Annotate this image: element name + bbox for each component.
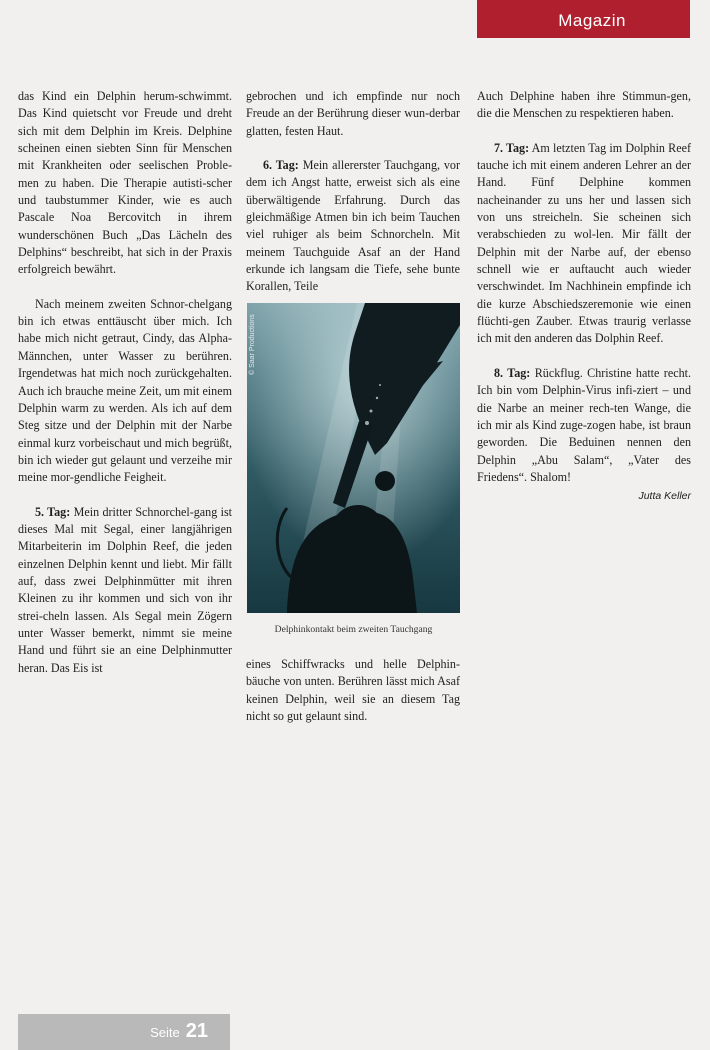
day-label: 7. Tag: — [494, 140, 530, 155]
article-column-2 — [246, 88, 460, 296]
paragraph: das Kind ein Delphin herum-schwimmt. Das Kind quietscht vor Freude und dreht sich mit dem Delphin im Kreis. Delphine scheinen einen siebten Sinn für Menschen mit Krankheiten oder seelischen Proble-men zu haben. Die Therapie autisti-scher und taubstummer Kinder, wie es auch Pascale Noa Bercovitch in ihrem wunderschönen Buch „Das Lächeln des Delphins“ beschreibt, hat sich in der Praxis erfolgreich bewährt. — [18, 89, 232, 277]
paragraph-day-7 — [477, 140, 691, 348]
article-column-2-continued — [246, 656, 460, 725]
day-label: 6. Tag: — [263, 158, 299, 173]
day-text: Am letzten Tag im Dolphin Reef tauche ich mit einem anderen Lehrer an der Hand. Fünf Delphine kommen nacheinander zu uns her und lassen sich von uns streicheln. Sie scheinen sich verabschieden zu wol-len. Mir fällt der Delphin mit der Narbe auf, der ebenso schnell wie er auftaucht auch wieder verschwindet. Im Nachhinein empfinde ich die kurze Abschiedszeremonie wie einen flüchti-gen Zauber. Etwas traurig verlasse ich mit den anderen das Dolphin Reef. — [477, 140, 692, 346]
paragraph: gebrochen und ich empfinde nur noch Freude an der Berührung dieser wun-derbar glatten, festen Haut. — [246, 89, 460, 138]
paragraph: eines Schiffwracks und helle Delphin-bäuche von unten. Berühren lässt mich Asaf keinen Delphin, weil sie an diesem Tag nicht so gut gelaunt sind. — [246, 657, 460, 724]
article-column-1 — [18, 88, 232, 677]
paragraph: Nach meinem zweiten Schnor-chelgang bin ich etwas enttäuscht über mich. Ich habe mich nicht getraut, Cindy, das Alpha-Männchen, unter Wasser zu berühren. Irgendetwas hat mich noch zurückgehalten. Auch ich brauche meine Zeit, um mit einem Delphin warm zu werden. Als ich auf dem Steg sitze und der Delphin mit der Narbe einmal kurz vorbeischaut und mich begrüßt, bin ich wieder gut gelaunt und verzeihe mir meine mor-gendliche Feigheit. — [18, 296, 232, 485]
day-text: Mein dritter Schnorchel-gang ist dieses Mal mit Segal, einer langjährigen Mitarbeiterin im Dolphin Reef, die jeden einzelnen Delphin kennt und liebt. Mir fällt auf, dass zwei Delphinmütter mit ihren Kleinen zu ihr kommen und sich von ihr strei-cheln lassen. Als Segal mein Zögern unter Wasser bemerkt, nimmt sie meine Hand und führt sie an eine Delphinmutter heran. Das Eis ist — [18, 504, 233, 675]
photo-credit: © Saar Productions — [249, 314, 256, 375]
page-word: Seite — [150, 1025, 180, 1040]
page-number: 21 — [185, 1020, 208, 1042]
day-text: Mein allererster Tauchgang, vor dem ich Angst hatte, erweist sich als eine überwältigende Erfahrung. Durch das gleichmäßige Atmen bin ich beim Tauchen viel ruhiger als beim Schnorcheln. Mit meinem Tauchguide Asaf an der Hand erkunde ich langsam die Tiefe, sehe bunte Korallen, Teile — [246, 158, 461, 294]
day-label: 8. Tag: — [494, 365, 531, 380]
diver-dolphin-illustration — [247, 303, 460, 613]
paragraph-day-5 — [18, 504, 232, 677]
paragraph: Auch Delphine haben ihre Stimmun-gen, die die Menschen zu respektieren haben. — [477, 89, 691, 121]
day-text: Rückflug. Christine hatte recht. Ich bin vom Delphin-Virus infi-ziert – und die Narbe an meiner rech-ten Wange, die ich mir als Kind zuge-zogen habe, ist braun geworden. Die Beduinen nennen den Delphin „Abu Salam“, „Vater des Friedens“. Shalom! — [477, 365, 691, 484]
section-header — [477, 0, 690, 38]
photo-caption: Delphinkontakt beim zweiten Tauchgang — [274, 624, 433, 635]
article-column-3 — [477, 88, 691, 506]
section-title: Magazin — [558, 11, 626, 30]
author-signature: Jutta Keller — [638, 490, 691, 503]
paragraph-day-6 — [246, 157, 460, 296]
page-footer — [18, 1014, 230, 1050]
underwater-photo — [247, 303, 460, 613]
paragraph-day-8 — [477, 365, 691, 486]
day-label: 5. Tag: — [35, 504, 71, 519]
